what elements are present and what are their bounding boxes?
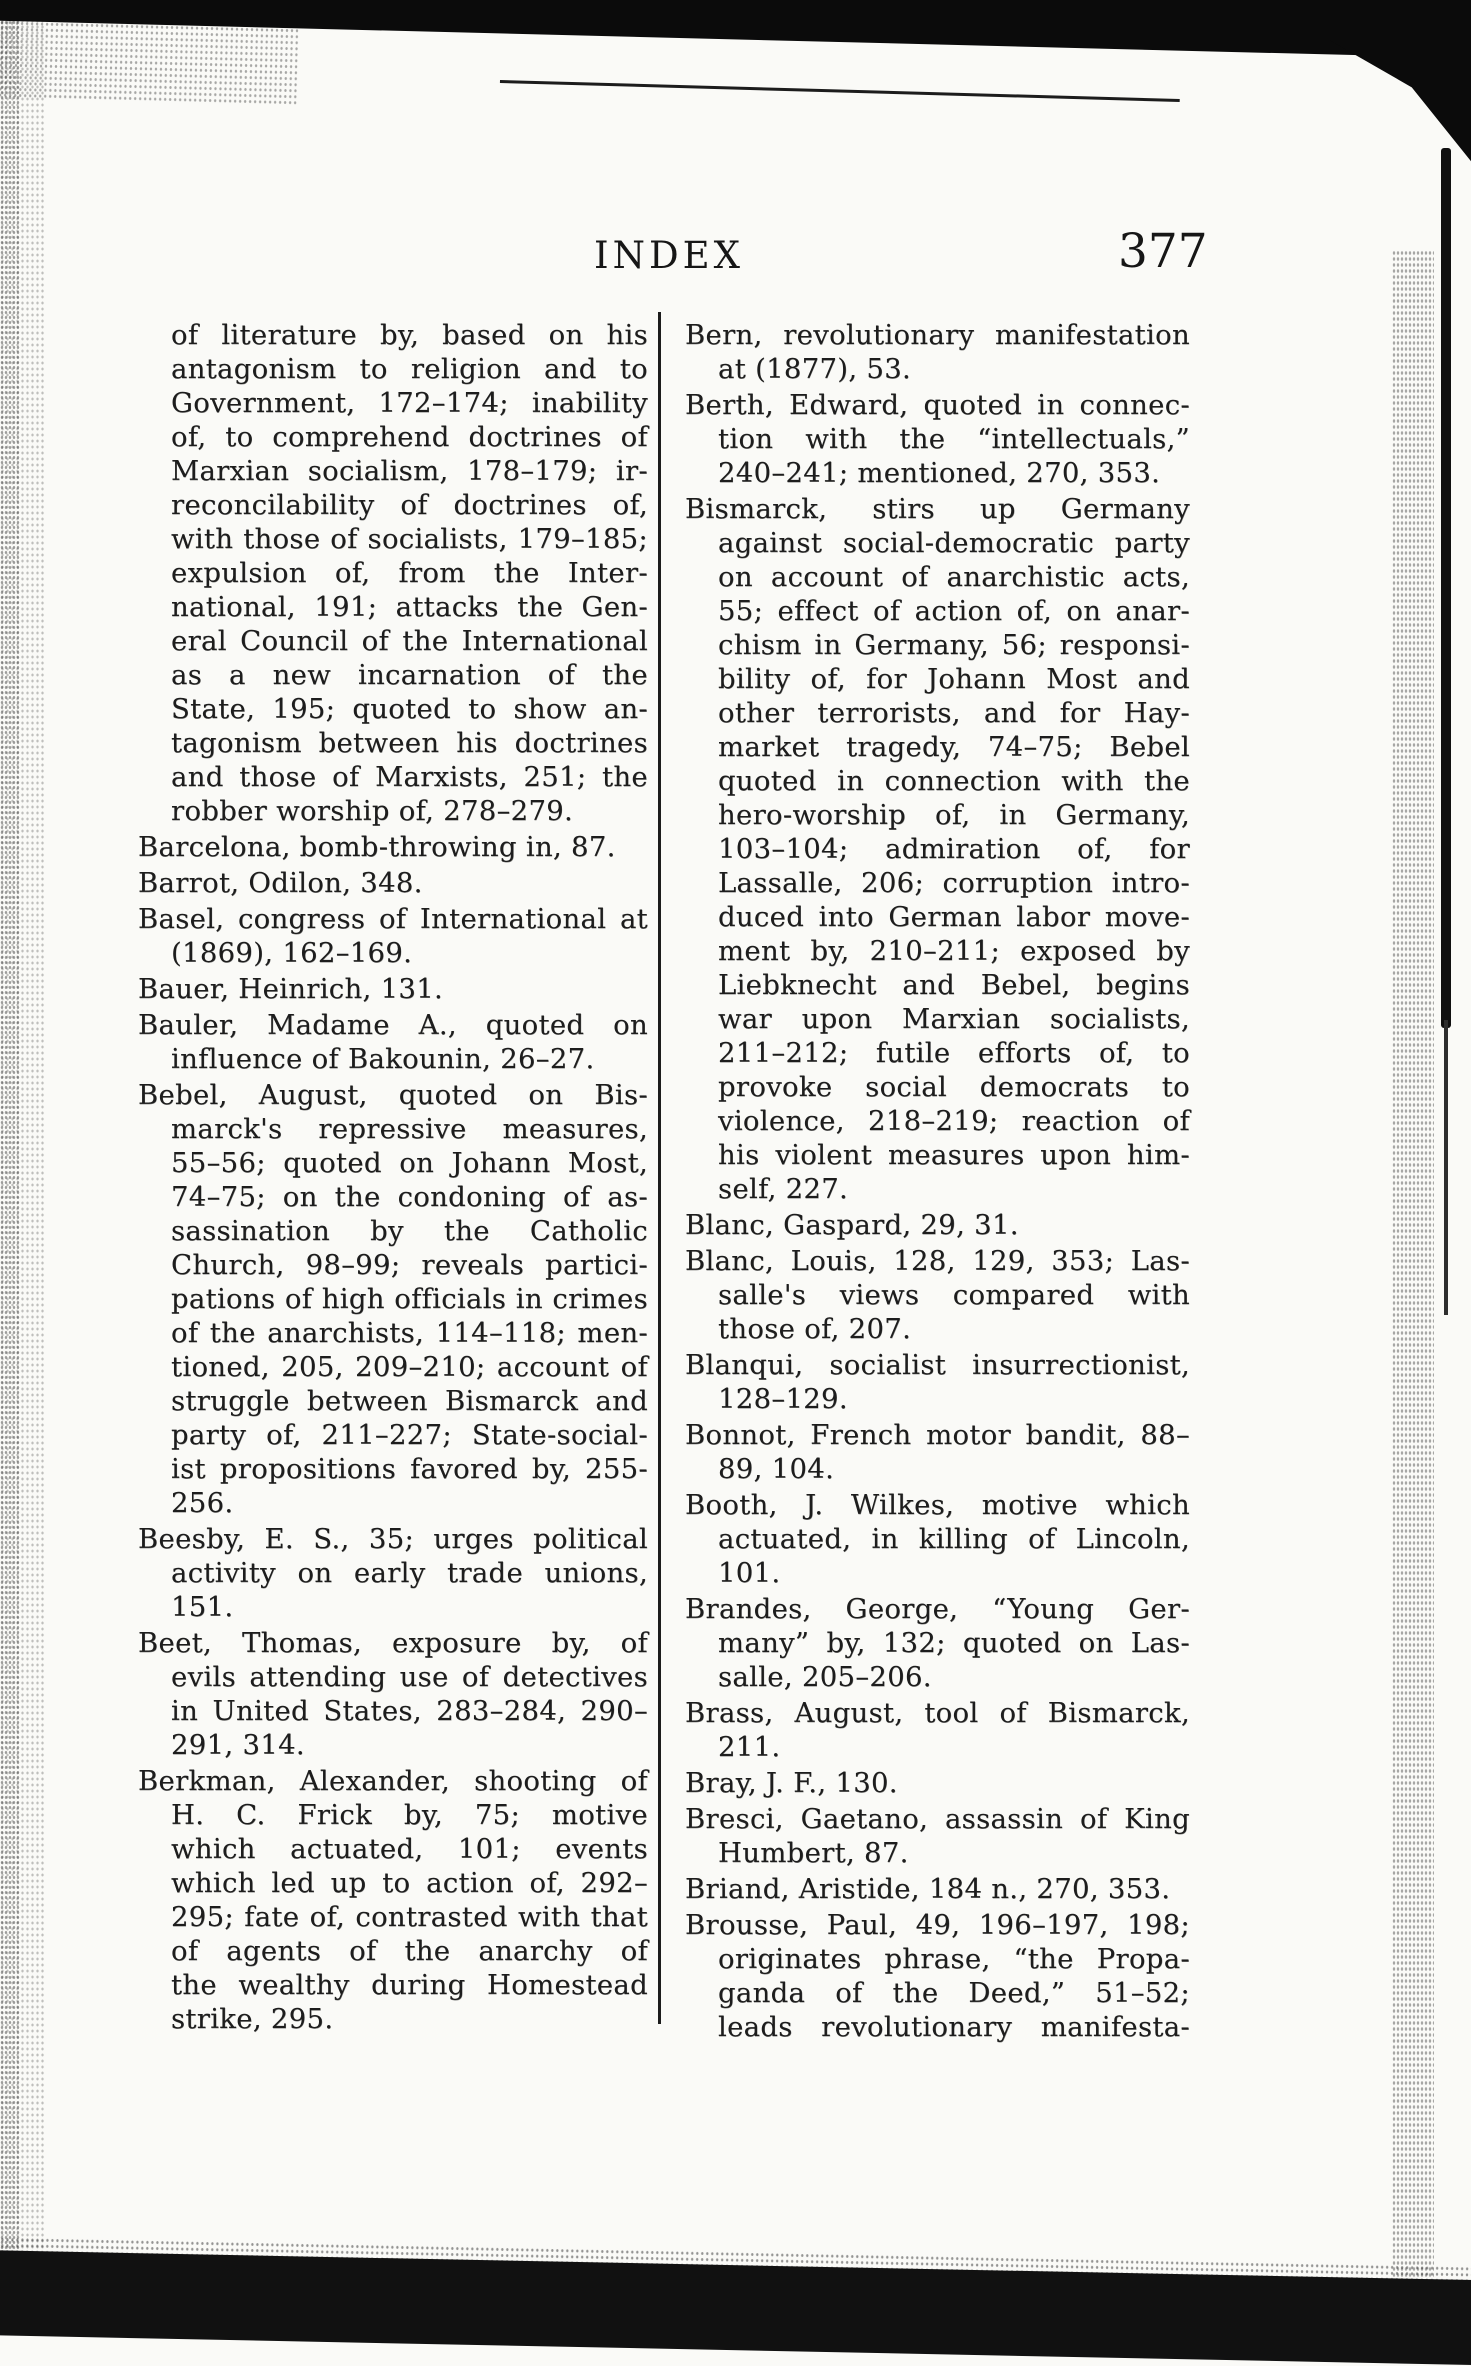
index-line: sassination by the Catholic <box>171 1215 648 1247</box>
index-line: State, 195; quoted to show an- <box>171 693 648 725</box>
index-line: 101. <box>718 1557 781 1589</box>
index-line: market tragedy, 74–75; Bebel <box>718 731 1190 763</box>
index-entry <box>138 972 648 1006</box>
index-line: party of, 211–227; State-social- <box>171 1419 648 1451</box>
index-line: other terrorists, and for Hay- <box>718 697 1190 729</box>
scan-artifact-bottom-black-band <box>0 2250 1471 2365</box>
index-line: of, to comprehend doctrines of <box>171 421 648 453</box>
index-line: salle, 205–206. <box>718 1661 932 1693</box>
index-line: 291, 314. <box>171 1729 305 1761</box>
index-line: Blanc, Gaspard, 29, 31. <box>685 1209 1019 1241</box>
index-line: (1869), 162–169. <box>171 937 413 969</box>
index-line: 240–241; mentioned, 270, 353. <box>718 457 1161 489</box>
index-line: 55–56; quoted on Johann Most, <box>171 1147 648 1179</box>
scan-artifact-right-edge-speckle <box>1392 250 1434 2304</box>
scan-artifact-top-right-black-corner <box>1330 0 1471 168</box>
index-line: ist propositions favored by, 255- <box>171 1453 648 1485</box>
index-line: ganda of the Deed,” 51–52; <box>718 1977 1190 2009</box>
index-line: ment by, 210–211; exposed by <box>718 935 1190 967</box>
index-line: his violent measures upon him- <box>718 1139 1190 1171</box>
index-line: marck's repressive measures, <box>171 1113 648 1145</box>
index-line: provoke social democrats to <box>718 1071 1190 1103</box>
index-line: Blanqui, socialist insurrectionist, <box>685 1349 1190 1381</box>
index-line: Beesby, E. S., 35; urges political <box>138 1523 648 1555</box>
index-line: tion with the “intellectuals,” <box>718 423 1190 455</box>
index-line: salle's views compared with <box>718 1279 1190 1311</box>
index-line: which led up to action of, 292– <box>171 1867 648 1899</box>
index-line: 55; effect of action of, on anar- <box>718 595 1190 627</box>
index-line: Bauer, Heinrich, 131. <box>138 973 444 1005</box>
index-line: with those of socialists, 179–185; <box>171 523 648 555</box>
index-column-left <box>138 318 648 2036</box>
index-line: Berkman, Alexander, shooting of <box>138 1765 648 1797</box>
index-line: pations of high officials in crimes <box>171 1283 648 1315</box>
index-line: Brousse, Paul, 49, 196–197, 198; <box>685 1909 1190 1941</box>
index-line: Barrot, Odilon, 348. <box>138 867 423 899</box>
scan-artifact-top-black-band <box>0 0 1471 61</box>
index-line: of literature by, based on his <box>171 319 648 351</box>
index-line: against social-democratic party <box>718 527 1190 559</box>
index-line: Bebel, August, quoted on Bis- <box>138 1079 648 1111</box>
index-entry <box>685 1802 1190 1870</box>
index-line: as a new incarnation of the <box>171 659 648 691</box>
scan-artifact-right-edge-bar <box>1441 148 1451 1028</box>
index-line: Briand, Aristide, 184 n., 270, 353. <box>685 1873 1171 1905</box>
index-line: Bauler, Madame A., quoted on <box>138 1009 648 1041</box>
scan-artifact-bottom-speckle <box>0 2236 1471 2285</box>
index-line: of agents of the anarchy of <box>171 1935 648 1967</box>
index-line: at (1877), 53. <box>718 353 912 385</box>
index-line: evils attending use of detectives <box>171 1661 648 1693</box>
index-entry <box>138 1008 648 1076</box>
index-line: violence, 218–219; reaction of <box>718 1105 1190 1137</box>
index-line: 211–212; futile efforts of, to <box>718 1037 1190 1069</box>
page-number: 377 <box>1118 224 1208 279</box>
index-line: activity on early trade unions, <box>171 1557 648 1589</box>
index-line: strike, 295. <box>171 2003 334 2035</box>
index-line: 211. <box>718 1731 781 1763</box>
index-entry <box>685 1488 1190 1590</box>
index-line: 74–75; on the condoning of as- <box>171 1181 648 1213</box>
index-line: actuated, in killing of Lincoln, <box>718 1523 1190 1555</box>
index-entry <box>685 1592 1190 1694</box>
index-line: Bonnot, French motor bandit, 88– <box>685 1419 1190 1451</box>
index-line: chism in Germany, 56; responsi- <box>718 629 1190 661</box>
index-line: Government, 172–174; inability <box>171 387 648 419</box>
index-entry <box>685 1766 1190 1800</box>
index-line: the wealthy during Homestead <box>171 1969 648 2001</box>
scan-artifact-left-edge-mottle-dense <box>0 0 20 2304</box>
index-line: in United States, 283–284, 290– <box>171 1695 648 1727</box>
index-line: of the anarchists, 114–118; men- <box>171 1317 648 1349</box>
index-line: influence of Bakounin, 26–27. <box>171 1043 595 1075</box>
index-line: Church, 98–99; reveals partici- <box>171 1249 648 1281</box>
index-line: Marxian socialism, 178–179; ir- <box>171 455 648 487</box>
index-line: Basel, congress of International at <box>138 903 648 935</box>
index-line: Beet, Thomas, exposure by, of <box>138 1627 648 1659</box>
index-entry <box>685 1244 1190 1346</box>
column-divider-rule <box>658 312 661 2024</box>
index-line: Blanc, Louis, 128, 129, 353; Las- <box>685 1245 1190 1277</box>
index-line: 256. <box>171 1487 234 1519</box>
index-line: tioned, 205, 209–210; account of <box>171 1351 648 1383</box>
index-column-right <box>685 318 1190 2044</box>
index-entry <box>685 1348 1190 1416</box>
index-entry <box>685 1908 1190 2044</box>
index-line: Liebknecht and Bebel, begins <box>718 969 1190 1001</box>
index-line: reconcilability of doctrines of, <box>171 489 648 521</box>
index-line: expulsion of, from the Inter- <box>171 557 648 589</box>
index-line: duced into German labor move- <box>718 901 1190 933</box>
index-entry <box>138 1764 648 2036</box>
index-entry <box>685 1208 1190 1242</box>
index-line: 128–129. <box>718 1383 848 1415</box>
index-line: Bresci, Gaetano, assassin of King <box>685 1803 1190 1835</box>
index-line: Bismarck, stirs up Germany <box>685 493 1190 525</box>
index-entry <box>685 492 1190 1206</box>
index-line: which actuated, 101; events <box>171 1833 648 1865</box>
scan-artifact-top-left-corner <box>0 8 300 106</box>
scan-artifact-page-edge-line <box>500 80 1180 102</box>
index-line: antagonism to religion and to <box>171 353 648 385</box>
index-line: hero-worship of, in Germany, <box>718 799 1190 831</box>
index-line: 151. <box>171 1591 234 1623</box>
index-line: originates phrase, “the Propa- <box>718 1943 1190 1975</box>
scan-artifact-left-edge-mottle <box>0 0 46 2304</box>
index-line: those of, 207. <box>718 1313 912 1345</box>
index-line: many” by, 132; quoted on Las- <box>718 1627 1190 1659</box>
index-line: Lassalle, 206; corruption intro- <box>718 867 1190 899</box>
index-line: bility of, for Johann Most and <box>718 663 1190 695</box>
index-entry <box>685 1696 1190 1764</box>
index-line: quoted in connection with the <box>718 765 1190 797</box>
index-line: 103–104; admiration of, for <box>718 833 1190 865</box>
index-entry <box>685 1872 1190 1906</box>
scan-artifact-right-edge-bar-lower <box>1444 1020 1448 1315</box>
index-entry <box>138 1626 648 1762</box>
index-entry <box>685 388 1190 490</box>
index-entry <box>138 1522 648 1624</box>
index-line: self, 227. <box>718 1173 849 1205</box>
index-line: war upon Marxian socialists, <box>718 1003 1190 1035</box>
index-line: national, 191; attacks the Gen- <box>171 591 648 623</box>
index-line: tagonism between his doctrines <box>171 727 648 759</box>
index-line: Barcelona, bomb-throwing in, 87. <box>138 831 616 863</box>
index-line: struggle between Bismarck and <box>171 1385 648 1417</box>
page-title: INDEX <box>594 234 745 277</box>
index-line: Berth, Edward, quoted in connec- <box>685 389 1190 421</box>
index-line: leads revolutionary manifesta- <box>718 2011 1190 2043</box>
index-line: 89, 104. <box>718 1453 835 1485</box>
index-line: Bern, revolutionary manifestation <box>685 319 1190 351</box>
index-entry <box>138 830 648 864</box>
index-line: Brass, August, tool of Bismarck, <box>685 1697 1190 1729</box>
index-line: 295; fate of, contrasted with that <box>171 1901 648 1933</box>
index-entry <box>138 902 648 970</box>
index-line: H. C. Frick by, 75; motive <box>171 1799 648 1831</box>
index-line: Brandes, George, “Young Ger- <box>685 1593 1190 1625</box>
index-line: Bray, J. F., 130. <box>685 1767 898 1799</box>
index-line: Humbert, 87. <box>718 1837 909 1869</box>
index-entry <box>138 1078 648 1520</box>
index-entry <box>138 318 648 828</box>
index-entry <box>685 318 1190 386</box>
index-line: eral Council of the International <box>171 625 648 657</box>
index-line: robber worship of, 278–279. <box>171 795 574 827</box>
index-line: Booth, J. Wilkes, motive which <box>685 1489 1190 1521</box>
index-line: on account of anarchistic acts, <box>718 561 1190 593</box>
index-line: and those of Marxists, 251; the <box>171 761 648 793</box>
index-entry <box>685 1418 1190 1486</box>
index-entry <box>138 866 648 900</box>
